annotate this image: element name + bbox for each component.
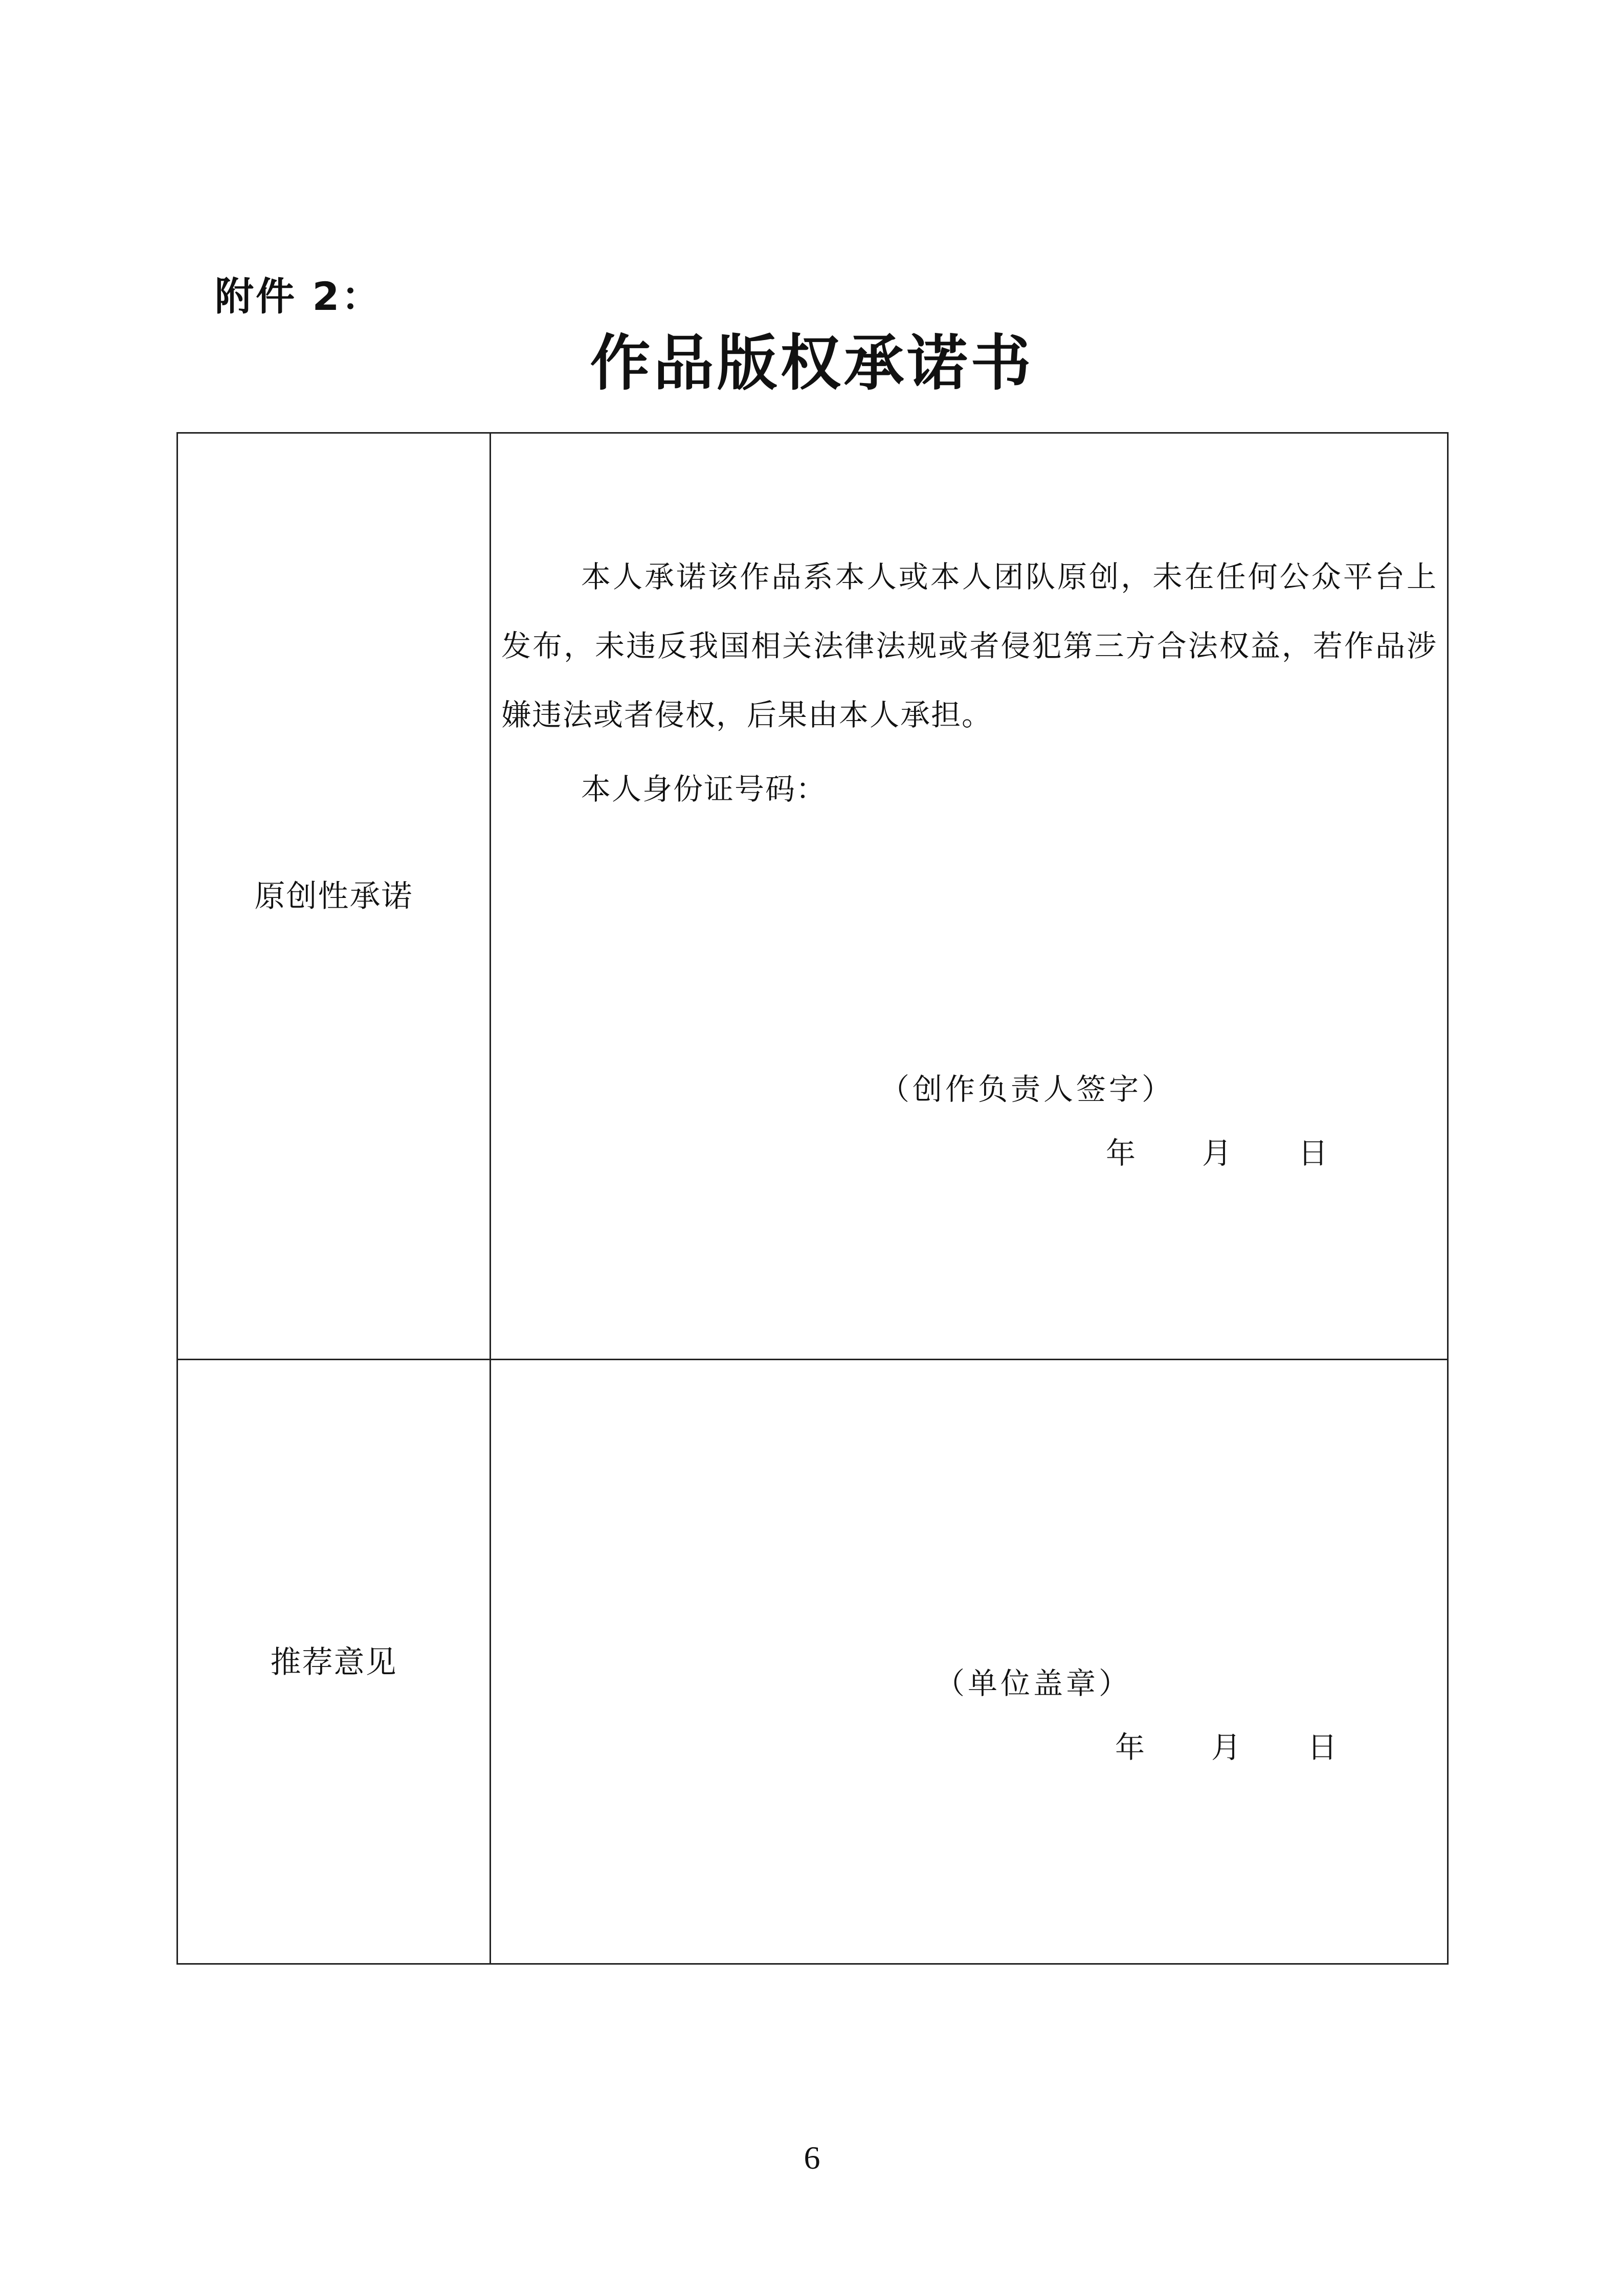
date-day-label: 日	[1307, 1730, 1338, 1765]
copyright-pledge-table	[176, 432, 1449, 1965]
id-number-label: 本人身份证号码：	[581, 772, 827, 806]
recommendation-row	[178, 1360, 1447, 1965]
date-year-label: 年	[1115, 1730, 1145, 1765]
recommendation-label-cell	[178, 1360, 491, 1965]
originality-label-cell	[178, 434, 491, 1359]
unit-seal-note: （单位盖章）	[935, 1666, 1132, 1701]
originality-content-cell	[491, 434, 1447, 1359]
pledge-statement: 本人承诺该作品系本人或本人团队原创，未在任何公众平台上发布，未违反我国相关法律法规或者侵犯第三方合法权益，若作品涉嫌违法或者侵权，后果由本人承担。	[501, 559, 1437, 732]
date-day-label: 日	[1298, 1136, 1328, 1170]
date-month-label: 月	[1202, 1136, 1232, 1170]
originality-label: 原创性承诺	[254, 878, 413, 914]
date-year-label: 年	[1106, 1136, 1136, 1170]
page-number: 6	[804, 2140, 820, 2176]
originality-date-line	[1106, 1128, 1328, 1179]
recommendation-date-line	[1115, 1722, 1337, 1773]
attachment-label: 附件 2：	[215, 274, 383, 319]
date-month-label: 月	[1211, 1730, 1241, 1765]
recommendation-label: 推荐意见	[270, 1645, 397, 1680]
document-title: 作品版权承诺书	[590, 328, 1034, 398]
recommendation-content-cell	[491, 1360, 1447, 1965]
originality-pledge-row	[178, 434, 1447, 1360]
creator-signature-note: （创作负责人签字）	[880, 1072, 1175, 1107]
